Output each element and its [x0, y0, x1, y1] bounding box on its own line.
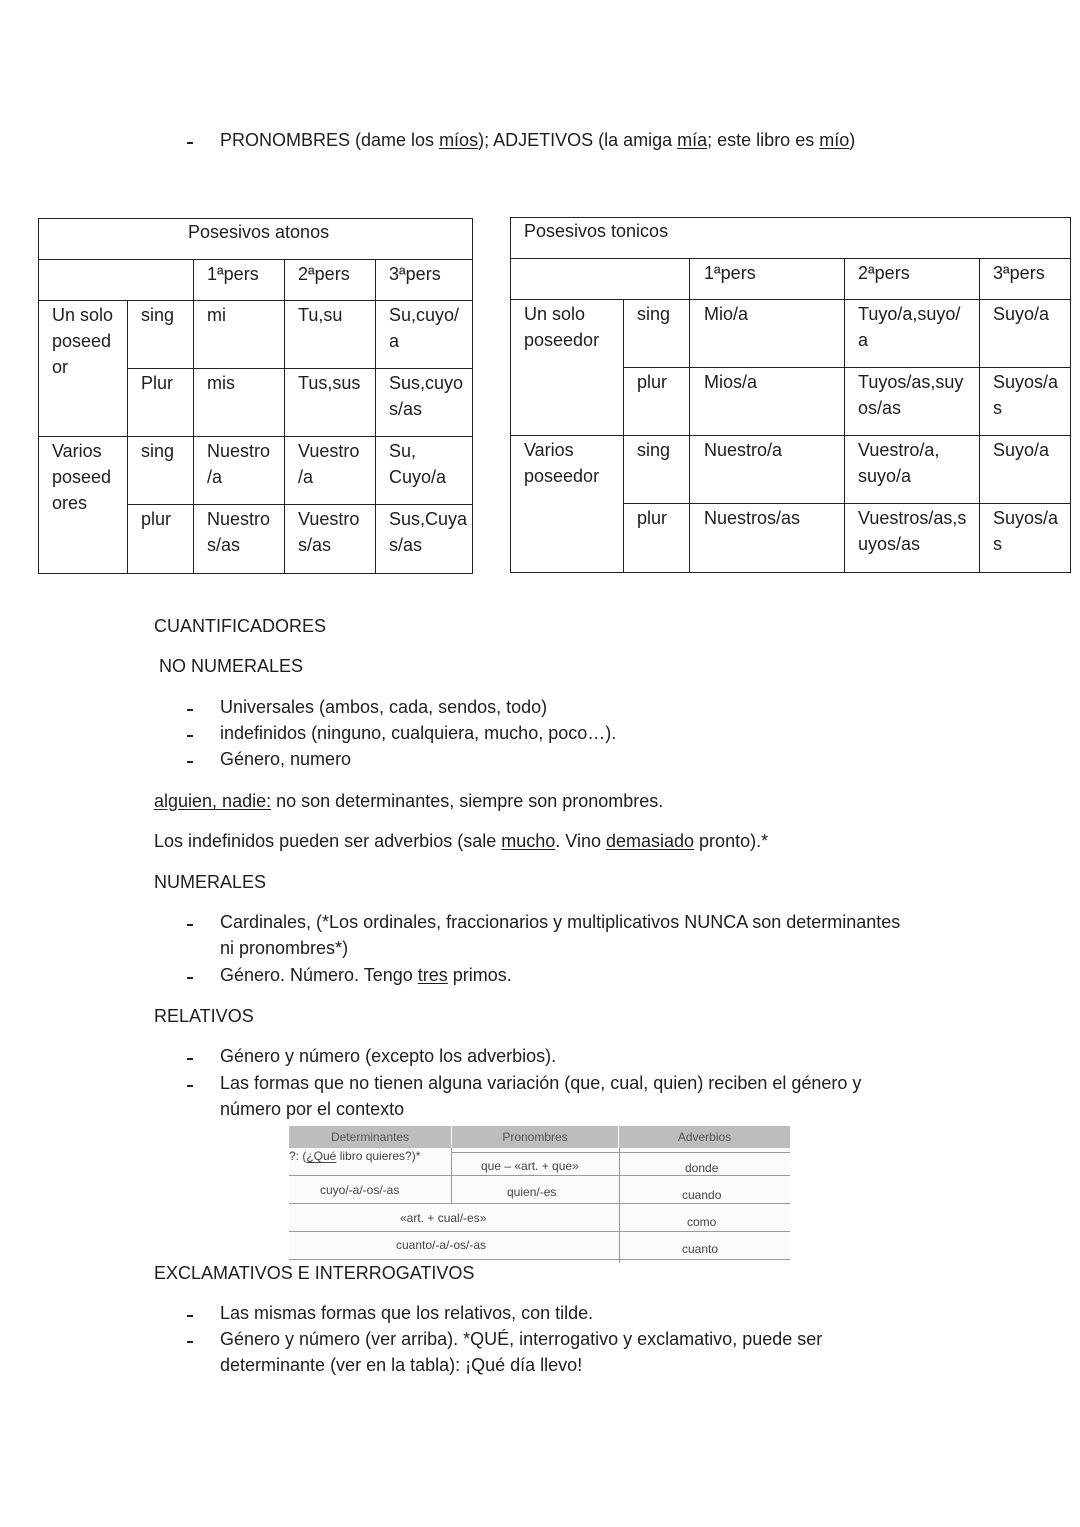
- tonicos-cell: Suyos/a s: [993, 372, 1059, 418]
- bullet-item-cont: ni pronombres*): [220, 938, 349, 958]
- atonos-cell: mi: [207, 305, 226, 325]
- atonos-group-un-solo: Un solo poseed or: [52, 305, 114, 377]
- bullet-dash: [187, 142, 193, 144]
- rel-que-pronombre: que – «art. + que»: [481, 1159, 579, 1173]
- tonicos-cell: Mios/a: [704, 372, 758, 392]
- rel-header-pronombres: Pronombres: [452, 1126, 618, 1148]
- tonicos-header-2: 2ªpers: [858, 263, 910, 283]
- atonos-cell: Sus,cuyo s/as: [389, 373, 464, 419]
- atonos-cell: Su,cuyo/ a: [389, 305, 460, 351]
- intro-line: PRONOMBRES (dame los míos); ADJETIVOS (la amiga mía; este libro es mío): [220, 130, 856, 150]
- atonos-cell: Vuestro /a: [298, 441, 360, 487]
- numerales-heading: NUMERALES: [154, 872, 267, 892]
- atonos-header-1: 1ªpers: [207, 264, 259, 284]
- tonicos-num: plur: [637, 372, 668, 392]
- atonos-num: sing: [141, 305, 175, 325]
- tonicos-cell: Suyo/a: [993, 304, 1050, 324]
- tonicos-cell: Tuyo/a,suyo/ a: [858, 304, 961, 350]
- bullet-item: Cardinales, (*Los ordinales, fraccionarios y multiplicativos NUNCA son determinantes: [220, 912, 901, 932]
- tonicos-cell: Suyos/a s: [993, 508, 1059, 554]
- atonos-header-2: 2ªpers: [298, 264, 350, 284]
- rel-quien: quien/-es: [507, 1185, 557, 1199]
- tonicos-cell: Nuestro/a: [704, 440, 783, 460]
- atonos-cell: Tus,sus: [298, 373, 361, 393]
- atonos-num: Plur: [141, 373, 174, 393]
- cuantificadores-heading: CUANTIFICADORES: [154, 616, 327, 636]
- tonicos-group-un-solo: Un solo poseedor: [524, 304, 600, 350]
- tonicos-header-3: 3ªpers: [993, 263, 1045, 283]
- tonicos-cell: Tuyos/as,suy os/as: [858, 372, 964, 418]
- no-numerales-heading: NO NUMERALES: [159, 656, 304, 676]
- atonos-cell: mis: [207, 373, 235, 393]
- bullet-item: indefinidos (ninguno, cualquiera, mucho, poco…).: [220, 723, 617, 743]
- relativos-table: [289, 1126, 790, 1263]
- bullet-dash: [187, 1085, 193, 1087]
- atonos-cell: Nuestro /a: [207, 441, 271, 487]
- bullet-item-cont: número por el contexto: [220, 1099, 405, 1119]
- tonicos-num: sing: [637, 304, 671, 324]
- rel-cuanto: cuanto: [682, 1242, 719, 1256]
- rel-cuyo: cuyo/-a/-os/-as: [320, 1183, 400, 1197]
- bullet-dash: [187, 761, 193, 763]
- bullet-dash: [187, 1058, 193, 1060]
- tonicos-cell: Mio/a: [704, 304, 749, 324]
- rel-cuanto-forms: cuanto/-a/-os/-as: [396, 1238, 487, 1252]
- atonos-cell: Vuestro s/as: [298, 509, 360, 555]
- atonos-title: Posesivos atonos: [188, 222, 330, 242]
- bullet-dash: [187, 924, 193, 926]
- bullet-item: Universales (ambos, cada, sendos, todo): [220, 697, 548, 717]
- bullet-dash: [187, 1341, 193, 1343]
- rel-cuando: cuando: [682, 1188, 722, 1202]
- bullet-item: Género y número (excepto los adverbios).: [220, 1046, 557, 1066]
- bullet-dash: [187, 977, 193, 979]
- atonos-num: sing: [141, 441, 175, 461]
- bullet-item: Género y número (ver arriba). *QUÉ, interrogativo y exclamativo, puede ser: [220, 1329, 823, 1349]
- rel-header-determinantes: Determinantes: [289, 1126, 451, 1148]
- bullet-item: Las formas que no tienen alguna variación (que, cual, quien) reciben el género y: [220, 1073, 862, 1093]
- bullet-dash: [187, 1315, 193, 1317]
- exclamativos-heading: EXCLAMATIVOS E INTERROGATIVOS: [154, 1263, 475, 1283]
- rel-header-adverbios: Adverbios: [619, 1126, 790, 1148]
- atonos-cell: Tu,su: [298, 305, 343, 325]
- tonicos-cell: Suyo/a: [993, 440, 1050, 460]
- tonicos-group-varios: Varios poseedor: [524, 440, 600, 486]
- tonicos-cell: Vuestro/a, suyo/a: [858, 440, 940, 486]
- relativos-heading: RELATIVOS: [154, 1006, 254, 1026]
- rel-donde: donde: [685, 1161, 719, 1175]
- tonicos-title: Posesivos tonicos: [524, 221, 669, 241]
- atonos-header-3: 3ªpers: [389, 264, 441, 284]
- bullet-item: Las mismas formas que los relativos, con tilde.: [220, 1303, 594, 1323]
- atonos-num: plur: [141, 509, 172, 529]
- bullet-item: Género, numero: [220, 749, 352, 769]
- tonicos-num: sing: [637, 440, 671, 460]
- bullet-item: Género. Número. Tengo tres primos.: [220, 965, 512, 985]
- tonicos-num: plur: [637, 508, 668, 528]
- bullet-item-cont: determinante (ver en la tabla): ¡Qué día llevo!: [220, 1355, 583, 1375]
- atonos-cell: Sus,Cuya s/as: [389, 509, 468, 555]
- alguien-nadie-note: alguien, nadie: no son determinantes, siempre son pronombres.: [154, 791, 664, 811]
- tonicos-cell: Vuestros/as,s uyos/as: [858, 508, 967, 554]
- bullet-dash: [187, 709, 193, 711]
- tonicos-header-1: 1ªpers: [704, 263, 756, 283]
- bullet-dash: [187, 735, 193, 737]
- tonicos-cell: Nuestros/as: [704, 508, 801, 528]
- rel-como: como: [687, 1215, 717, 1229]
- rel-art-cual: «art. + cual/-es»: [400, 1211, 487, 1225]
- atonos-group-varios: Varios poseed ores: [52, 441, 112, 513]
- atonos-cell: Su, Cuyo/a: [389, 441, 447, 487]
- indefinidos-note: Los indefinidos pueden ser adverbios (sale mucho. Vino demasiado pronto).*: [154, 831, 769, 851]
- atonos-cell: Nuestro s/as: [207, 509, 271, 555]
- rel-que-determinante: ?: (¿Qué libro quieres?)*: [289, 1149, 421, 1163]
